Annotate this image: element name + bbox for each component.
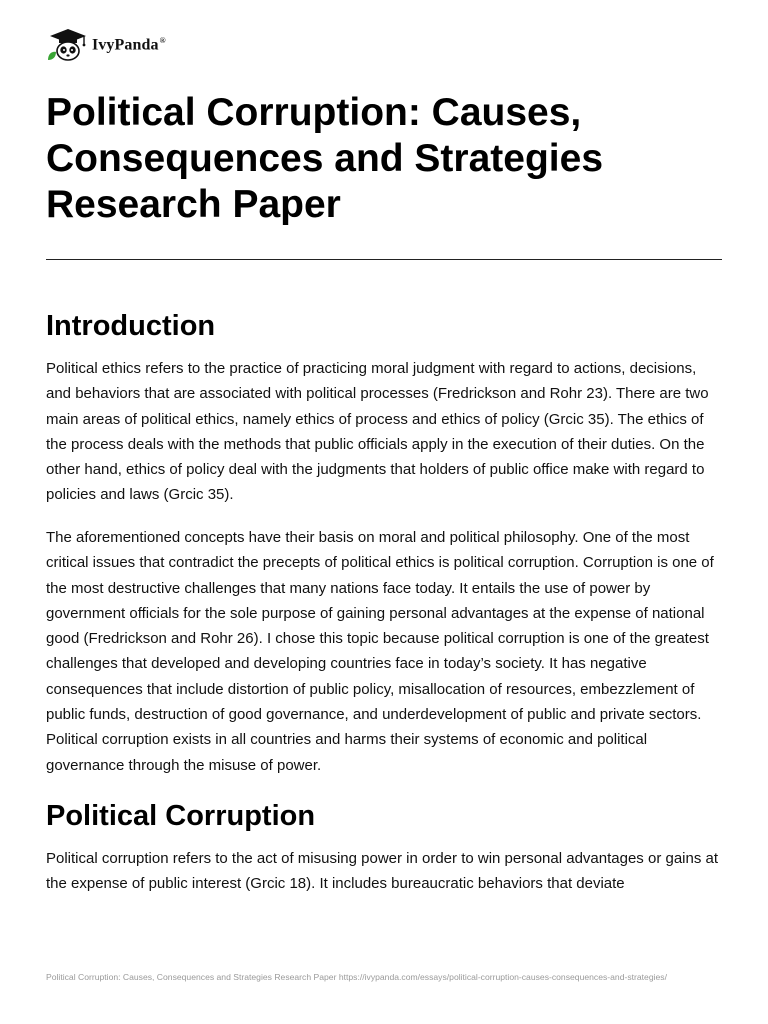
section-heading-introduction: Introduction: [46, 310, 216, 342]
page-footer-citation: Political Corruption: Causes, Consequences and Strategies Research Paper https://ivypanda.com/essays/political-corruption-causes-consequences-and-strategies/: [46, 972, 667, 982]
page-title: Political Corruption: Causes, Consequences and Strategies Research Paper: [46, 91, 604, 226]
paragraph: The aforementioned concepts have their basis on moral and political philosophy. One of the most critical issues that contradict the precepts of political ethics is political corruption. Corruption is one of the most destructive challenges that many nations face today. It entails the use of power by government officials for the sole purpose of gaining personal advantages at the expense of national good (Fredrickson and Rohr 26). I chose this topic because political corruption is one of the greatest challenges that developed and developing countries face in today’s society. It has negative consequences that include distortion of public policy, misallocation of resources, embezzlement of public funds, destruction of good governance, and underdevelopment of public and private sectors. Political corruption exists in all countries and harms their systems of economic and political governance through the misuse of power.: [46, 529, 714, 774]
paragraph: Political ethics refers to the practice of practicing moral judgment with regard to actions, decisions, and behaviors that are associated with political processes (Fredrickson and Rohr 23). There are two main areas of political ethics, namely ethics of process and ethics of policy (Grcic 35). The ethics of the process deals with the methods that public officials apply in the execution of their duties. On the other hand, ethics of policy deal with the judgments that holders of public office make with regard to policies and laws (Grcic 35).: [46, 360, 709, 504]
brand-name: IvyPanda®: [92, 35, 166, 54]
section-heading-political-corruption: Political Corruption: [46, 800, 316, 832]
panda-graduate-logo-icon: [46, 27, 90, 63]
paragraph: Political corruption refers to the act of misusing power in order to win personal advantages or gains at the expense of public interest (Grcic 18). It includes bureaucratic behaviors that deviate: [46, 850, 719, 893]
title-divider: [46, 259, 722, 260]
brand-logo[interactable]: [46, 27, 166, 63]
